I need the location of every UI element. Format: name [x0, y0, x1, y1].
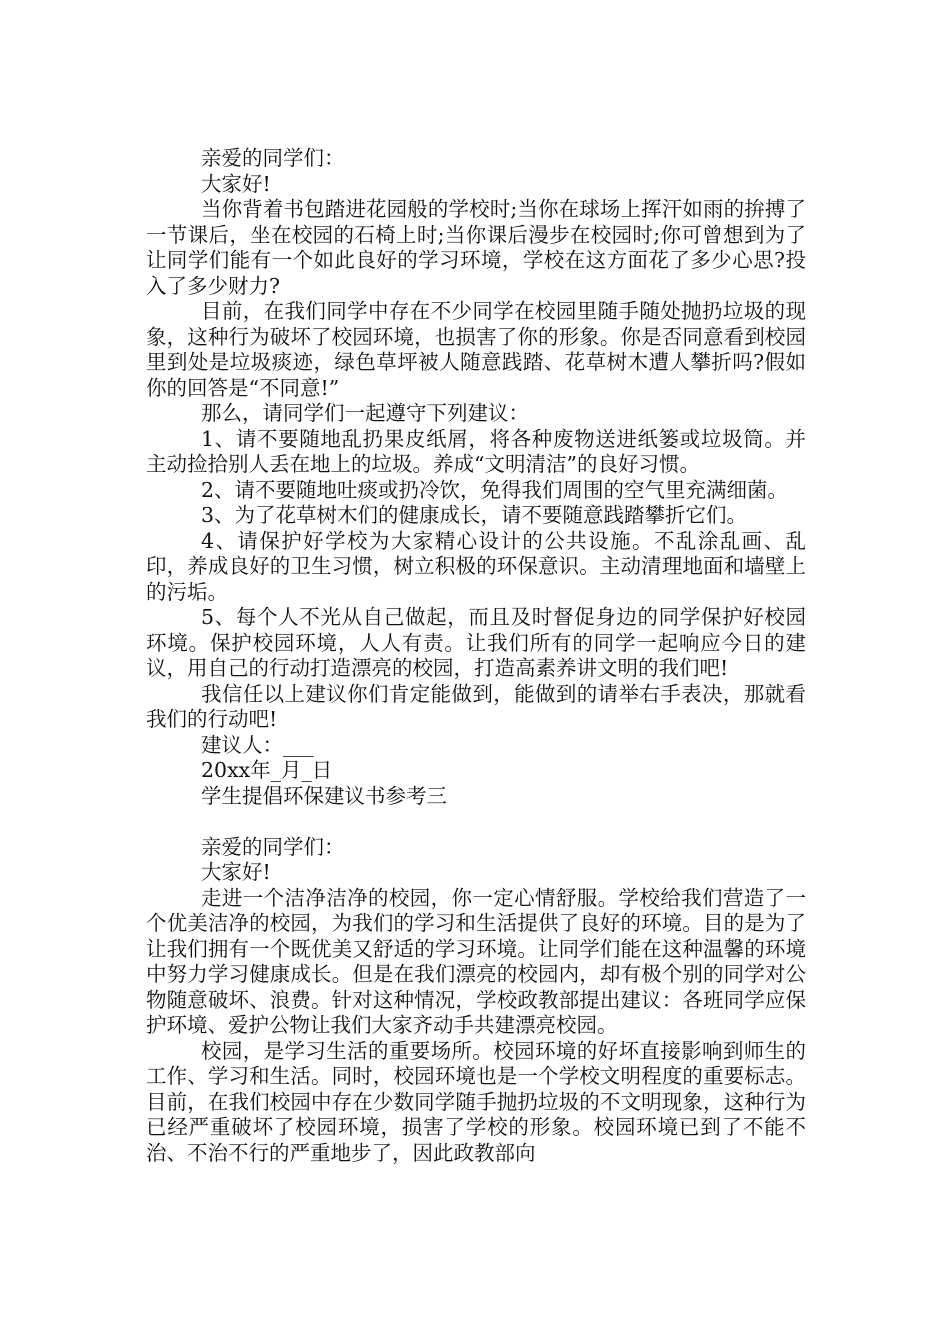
suggestion-item: 1、请不要随地乱扔果皮纸屑，将各种废物送进纸篓或垃圾筒。并主动捡拾别人丢在地上的垃圾。养成“文明清洁”的良好习惯。 — [146, 426, 806, 476]
proposer-line: 建议人：___ — [201, 732, 314, 757]
document-page — [146, 146, 806, 1166]
paragraph: 校园，是学习生活的重要场所。校园环境的好坏直接影响到师生的工作、学习和生活。同时，校园环境也是一个学校文明程度的重要标志。目前，在我们校园中存在少数同学随手抛扔垃圾的不文明现象，这种行为已经严重破坏了校园环境，损害了学校的形象。校园环境已到了不能不治、不治不行的严重地步了，因此政教部向 — [146, 1038, 806, 1165]
hello-line: 大家好! — [201, 860, 271, 884]
paragraph: 目前，在我们同学中存在不少同学在校园里随手随处抛扔垃圾的现象，这种行为破坏了校园环境，也损害了你的形象。你是否同意看到校园里到处是垃圾痰迹，绿色草坪被人随意践踏、花草树木遭人攀折吗?假如你的回答是“不同意!” — [146, 299, 806, 400]
suggestion-item: 5、每个人不光从自己做起，而且及时督促身边的同学保护好校园环境。保护校园环境，人人有责。让我们所有的同学一起响应今日的建议，用自己的行动打造漂亮的校园，打造高素养讲文明的我们吧! — [146, 605, 806, 680]
paragraph: 那么，请同学们一起遵守下列建议： — [201, 401, 529, 425]
suggestion-item: 2、请不要随地吐痰或扔冷饮，免得我们周围的空气里充满细菌。 — [201, 477, 789, 502]
suggestion-item: 3、为了花草树木们的健康成长，请不要随意践踏攀折它们。 — [201, 503, 748, 527]
section-title: 学生提倡环保建议书参考三 — [201, 783, 447, 808]
date-line: 20xx年_月_日 — [201, 758, 333, 782]
greeting: 亲爱的同学们： — [201, 834, 345, 859]
paragraph: 走进一个洁净洁净的校园，你一定心情舒服。学校给我们营造了一个优美洁净的校园，为我们的学习和生活提供了良好的环境。目的是为了让我们拥有一个既优美又舒适的学习环境。让同学们能在这种温馨的环境中努力学习健康成长。但是在我们漂亮的校园内，却有极个别的同学对公物随意破坏、浪费。针对这种情况，学校政教部提出建议：各班同学应保护环境、爱护公物让我们大家齐动手共建漂亮校园。 — [146, 885, 806, 1037]
blank-line — [146, 809, 806, 835]
hello-line: 大家好! — [201, 171, 271, 196]
paragraph: 当你背着书包踏进花园般的学校时;当你在球场上挥汗如雨的拚搏了一节课后，坐在校园的石椅上时;当你课后漫步在校园时;你可曾想到为了让同学们能有一个如此良好的学习环境，学校在这方面花了多少心思?投入了多少财力? — [146, 197, 806, 298]
paragraph: 我信任以上建议你们肯定能做到，能做到的请举右手表决，那就看我们的行动吧! — [146, 681, 806, 731]
greeting: 亲爱的同学们： — [201, 146, 345, 170]
suggestion-item: 4、请保护好学校为大家精心设计的公共设施。不乱涂乱画、乱印，养成良好的卫生习惯，树立积极的环保意识。主动清理地面和墙壁上的污垢。 — [146, 528, 806, 604]
